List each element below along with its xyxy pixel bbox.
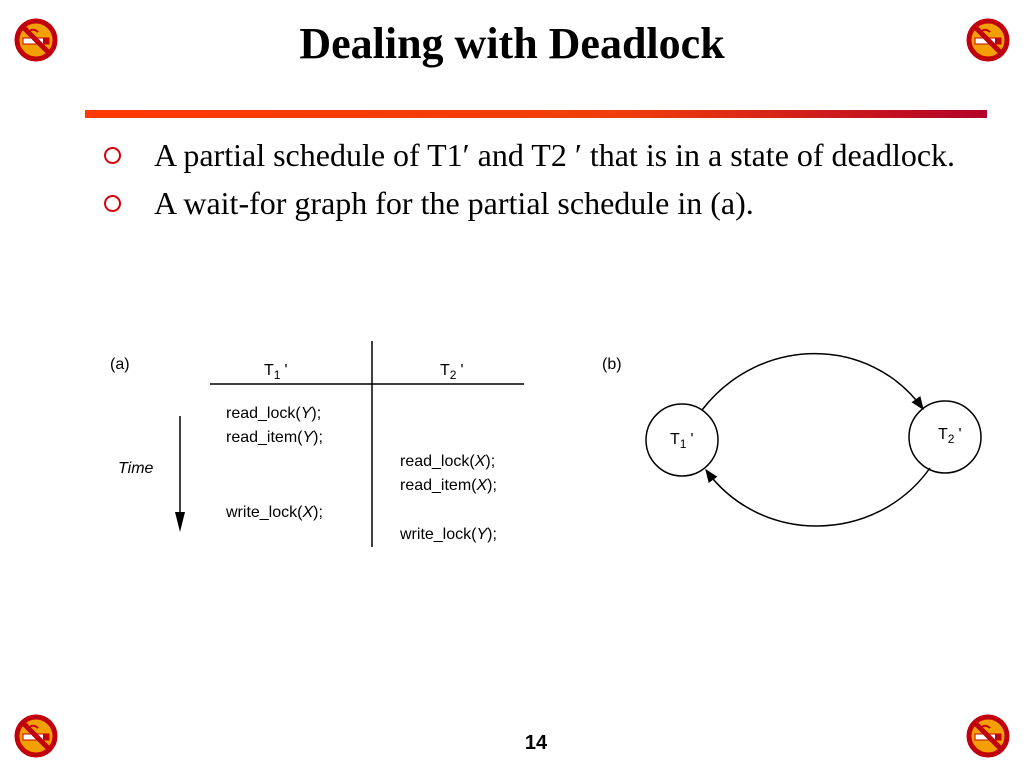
partial-schedule-figure bbox=[110, 341, 524, 547]
edge-t1-to-t2 bbox=[702, 354, 923, 410]
page-number: 14 bbox=[524, 732, 548, 754]
graph-node-t2-label: $T_2$ ' bbox=[938, 426, 962, 446]
slide-title: Dealing with Deadlock bbox=[299, 19, 725, 68]
bullet-text: A wait-for graph for the partial schedule in (a). bbox=[154, 185, 754, 221]
t1-op-read-lock: read_lock(Y); bbox=[226, 405, 322, 422]
wait-for-graph-figure bbox=[602, 354, 981, 526]
time-arrow-head-icon bbox=[175, 512, 185, 532]
bullet-text: A partial schedule of T1′ and T2 ′ that is in a state of deadlock. bbox=[154, 137, 956, 173]
t1-op-write-lock: write_lock(X); bbox=[226, 504, 323, 521]
t2-op-read-lock: read_lock(X); bbox=[400, 453, 496, 470]
figure-b-label: (b) bbox=[602, 356, 622, 373]
t2-op-write-lock: write_lock(Y); bbox=[400, 526, 497, 543]
graph-node-t1-label: $T_1$ ' bbox=[670, 431, 694, 451]
column-header-t2: $T_2$ ' bbox=[440, 362, 464, 382]
time-label: Time bbox=[118, 460, 154, 477]
t1-op-read-item: read_item(Y); bbox=[226, 429, 323, 446]
column-header-t1: $T_1$ ' bbox=[264, 362, 288, 382]
t2-op-read-item: read_item(X); bbox=[400, 477, 497, 494]
figure-a-label: (a) bbox=[110, 356, 130, 373]
edge-t2-to-t1 bbox=[706, 468, 930, 526]
